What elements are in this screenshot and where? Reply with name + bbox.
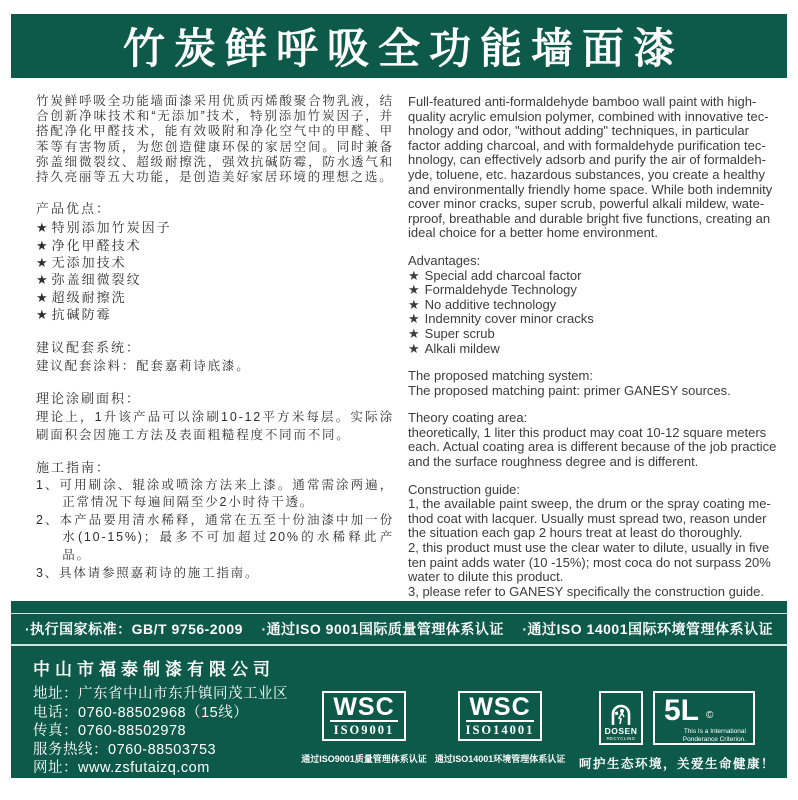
product-intro-en: Full-featured anti-formaldehyde bamboo wall paint with high- quality acrylic emulsion polymer, combined with innovative tec- hnology and odor, "without adding" techniques, in particular factor adding charcoal, and with formaldehyde purification tec- hnology, can effectively adsorb and purify the air of formaldeh- yde, toluene, etc. hazardous substances, you create a healthy and environmentally friendly home space. While both indemnity cover minor cracks, super scrub, powerful alkali mildew, wate- rproof, breathable and durable bright five functions, creating an ideal choice for a better home environment. <box>408 94 773 241</box>
wsc-iso14001-badge <box>458 691 542 741</box>
cert-item-national-standard: ·执行国家标准：GB/T 9756-2009 <box>25 621 243 638</box>
guide-step: 2、本产品要用清水稀释，通常在五至十份油漆中加一份水(10-15%)；最多不可加超过20%的水稀释此产品。 <box>36 512 394 563</box>
star-icon: ★ <box>408 340 420 356</box>
cert-item-iso9001: ·通过ISO 9001国际质量管理体系认证 <box>261 621 504 638</box>
feature-item <box>36 289 394 306</box>
feature-item <box>36 219 394 236</box>
cert-item-iso14001: ·通过ISO 14001国际环境管理体系认证 <box>522 621 773 638</box>
construction-guide-text-en: 1, the available paint sweep, the drum or the spray coating me- thod coat with lacquer. Usually must spread two, reason under the situation each gap 2 hours treat at least do thoroughly. 2, this product must use the clear water to dilute, usually in five ten paint adds water (10 -15%); most coca do not surpass 20% water to dilute this product. 3, please refer to GANESY specifically the construction guide. <box>408 496 771 599</box>
matching-system-title-zh: 建议配套系统： <box>36 339 142 355</box>
top-strip <box>11 601 787 613</box>
star-icon: ★ <box>36 255 50 271</box>
wsc-iso14001-logo <box>435 691 565 765</box>
advantage-label: Formaldehyde Technology <box>424 282 577 298</box>
company-name: 中山市福泰制漆有限公司 <box>33 660 275 680</box>
features-list-zh <box>36 219 394 323</box>
company-phone: 电话：0760-88502968（15线） <box>33 704 249 721</box>
matching-system-section-en: The proposed matching system: The proposed matching paint: primer GANESY sources. <box>408 368 731 398</box>
copyright-icon: © <box>706 710 714 722</box>
volume-size: 5L <box>663 694 699 728</box>
body-columns <box>36 92 780 599</box>
feature-label: 特别添加竹炭因子 <box>51 220 172 236</box>
wsc-iso9001-badge <box>322 691 406 741</box>
advantage-item <box>408 283 780 298</box>
advantages-title-en: Advantages: <box>408 252 481 268</box>
chinese-column <box>36 92 394 599</box>
wsc-iso9001-caption: 通过ISO9001质量管理体系认证 <box>301 754 427 765</box>
construction-guide-title-zh: 施工指南： <box>36 459 112 475</box>
eco-badges-row <box>599 691 755 745</box>
advantage-label: Special add charcoal factor <box>424 267 582 283</box>
footer <box>11 646 787 778</box>
coverage-text-zh: 理论上，1升该产品可以涂刷10-12平方米每层。实际涂刷面积会因施工方法及表面粗糙程度不同而不同。 <box>36 409 394 442</box>
volume-note: This Is a International Ponderance Criterion. <box>682 728 746 744</box>
features-title-zh: 产品优点： <box>36 201 112 217</box>
product-intro-zh: 竹炭鲜呼吸全功能墙面漆采用优质丙烯酸聚合物乳液，结合创新净味技术和“无添加”技术，特别添加竹炭因子，并搭配净化甲醛技术，能有效吸附和净化空气中的甲醛、甲苯等有害物质，为您创造健康环保的家居空间。同时兼备弥盖细微裂纹、超级耐擦洗，强效抗碱防霉，防水透气和持久亮丽等五大功能，是创造美好家居环境的理想之选。 <box>36 94 394 185</box>
header-banner <box>11 14 787 78</box>
wsc-iso9001-logo <box>299 691 429 765</box>
wsc-iso14001-caption: 通过ISO14001环境管理体系认证 <box>434 754 566 765</box>
coverage-title-zh: 理论涂刷面积： <box>36 390 142 406</box>
construction-guide-section-zh <box>36 459 394 583</box>
recycling-person-icon <box>608 701 634 727</box>
english-column <box>408 92 780 599</box>
page-title: 竹炭鲜呼吸全功能墙面漆 <box>122 25 684 72</box>
feature-item <box>36 237 394 254</box>
features-section-zh <box>36 200 394 323</box>
star-icon: ★ <box>36 289 50 305</box>
eco-logo-group <box>579 691 775 772</box>
coverage-section-zh <box>36 390 394 444</box>
feature-item <box>36 254 394 271</box>
construction-guide-title-en: Construction guide: <box>408 481 521 497</box>
coverage-section-en <box>408 411 780 469</box>
star-icon: ★ <box>408 325 420 341</box>
advantage-label: Alkali mildew <box>424 340 500 356</box>
wsc-iso14001-label: ISO14001 <box>465 722 535 737</box>
star-icon: ★ <box>408 311 420 327</box>
wsc-brand-text: WSC <box>333 692 395 721</box>
volume-size-row <box>664 696 746 726</box>
feature-item <box>36 271 394 288</box>
dosen-name: DOSEN <box>604 726 638 737</box>
company-address: 地址：广东省中山市东升镇同茂工业区 <box>33 686 288 703</box>
matching-system-text-zh: 建议配套涂料：配套嘉莉诗底漆。 <box>36 358 251 373</box>
feature-label: 无添加技术 <box>51 255 127 271</box>
advantage-item <box>408 269 780 284</box>
guide-step: 1、可用刷涂、辊涂或喷涂方法来上漆。通常需涂两遍，正常情况下每遍间隔至少2小时待干透。 <box>36 477 394 510</box>
coverage-title-en: Theory coating area: <box>408 410 528 426</box>
star-icon: ★ <box>408 282 420 298</box>
bottom-green-block <box>11 601 787 778</box>
feature-label: 净化甲醛技术 <box>51 237 142 253</box>
logo-area <box>299 691 775 778</box>
wsc-brand-text: WSC <box>469 692 531 721</box>
star-icon: ★ <box>36 237 50 253</box>
star-icon: ★ <box>36 307 50 323</box>
advantage-label: Indemnity cover minor cracks <box>424 311 594 327</box>
guide-step: 3、具体请参照嘉莉诗的施工指南。 <box>36 565 260 580</box>
company-fax: 传真：0760-88502978 <box>33 723 187 740</box>
wsc-divider <box>466 720 534 722</box>
feature-label: 抗碱防霉 <box>51 307 112 323</box>
wsc-divider <box>330 720 398 722</box>
star-icon: ★ <box>408 296 420 312</box>
volume-5l-badge <box>653 691 755 745</box>
certification-band <box>11 614 787 644</box>
feature-label: 弥盖细微裂纹 <box>51 272 142 288</box>
advantage-label: No additive technology <box>424 296 557 312</box>
star-icon: ★ <box>408 267 420 283</box>
dosen-recycling-logo <box>599 691 643 745</box>
coverage-text-en: theoretically, 1 liter this product may coat 10-12 square meters each. Actual coating area is different because of the job practice and the surface roughness degree and is different. <box>408 424 777 470</box>
wsc-iso9001-label: ISO9001 <box>333 722 395 737</box>
star-icon: ★ <box>36 220 50 236</box>
feature-label: 超级耐擦洗 <box>51 289 127 305</box>
construction-guide-section-en <box>408 483 780 600</box>
feature-item <box>36 306 394 323</box>
eco-slogan: 呵护生态环境，关爱生命健康！ <box>578 757 775 772</box>
company-hotline: 服务热线：0760-88503753 <box>33 741 217 758</box>
star-icon: ★ <box>36 272 50 288</box>
company-info <box>33 655 299 778</box>
advantage-item <box>408 298 780 313</box>
advantage-label: Super scrub <box>424 325 495 341</box>
matching-system-section-zh <box>36 339 394 375</box>
dosen-subtitle: RECYCLING <box>606 736 636 742</box>
advantage-item <box>408 342 780 357</box>
advantage-item <box>408 327 780 342</box>
advantages-section-en <box>408 254 780 356</box>
advantages-list-en <box>408 269 780 357</box>
advantage-item <box>408 312 780 327</box>
company-website: 网址：www.zsfutaizq.com <box>33 760 210 777</box>
